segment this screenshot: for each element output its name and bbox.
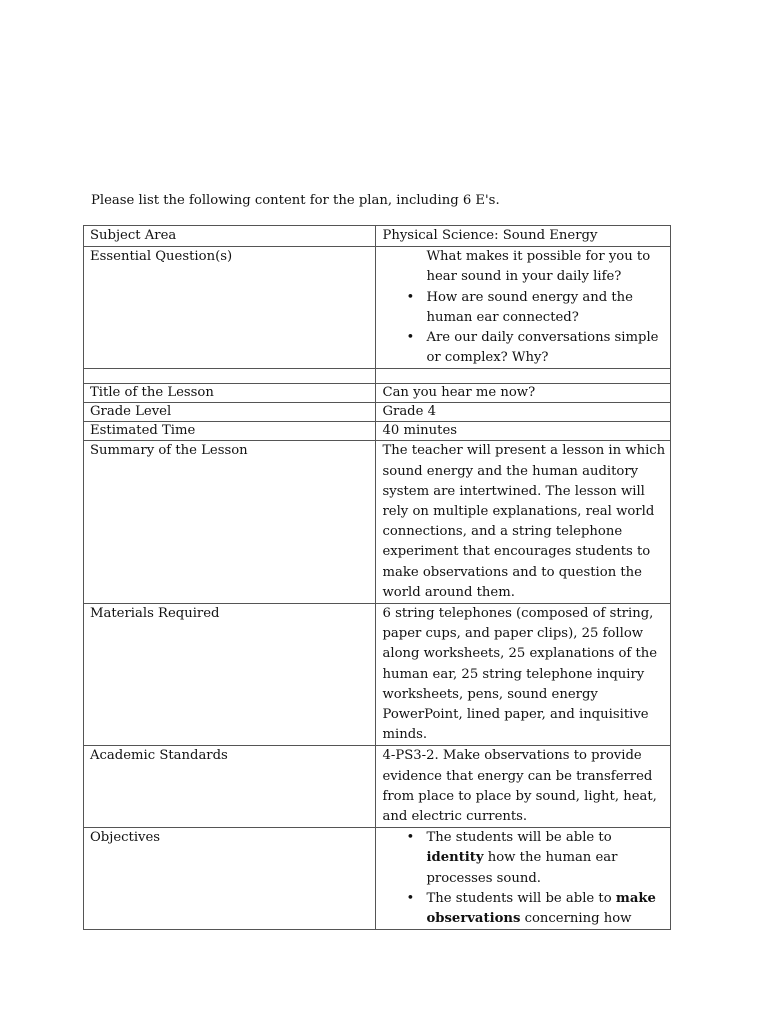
bullet-icon: • (406, 330, 415, 346)
row-value-title: Can you hear me now? (376, 384, 671, 403)
row-value-standards: 4-PS3-2. Make observations to provide evidence that energy can be transferred from place to place by sound, light, heat, and electric currents. (376, 746, 671, 828)
row-label-subject-area: Subject Area (84, 226, 376, 247)
row-value-objectives (376, 828, 671, 930)
table-row (84, 604, 671, 746)
row-label-grade: Grade Level (84, 403, 376, 422)
objectives-list (382, 828, 666, 929)
objective-verb: make observations (426, 890, 656, 927)
row-label-title: Title of the Lesson (84, 384, 376, 403)
objective-post: how the human ear processes sound. (426, 850, 618, 886)
bullet-icon: • (406, 830, 415, 846)
row-value-materials: 6 string telephones (composed of string, paper cups, and paper clips), 25 follow along worksheets, 25 explanations of the human ear, 25 string telephone inquiry worksheets, pens, sound energy PowerPoint, lined paper, and inquisitive minds. (376, 604, 671, 746)
list-item (382, 328, 666, 368)
list-item (382, 828, 666, 889)
row-label-time: Estimated Time (84, 422, 376, 441)
list-item (382, 288, 666, 328)
objective-pre: The students will be able to (426, 890, 616, 906)
question-text: What makes it possible for you to hear sound in your daily life? (426, 249, 651, 285)
question-text: How are sound energy and the human ear connected? (426, 289, 633, 325)
list-item (382, 247, 666, 287)
table-row (84, 828, 671, 930)
table-row (84, 247, 671, 369)
row-label-essential-questions: Essential Question(s) (84, 247, 376, 369)
table-row (84, 226, 671, 247)
question-text: Are our daily conversations simple or complex? Why? (426, 330, 659, 366)
table-row (84, 384, 671, 403)
table-row (84, 403, 671, 422)
row-value-summary: The teacher will present a lesson in which sound energy and the human auditory system are intertwined. The lesson will rely on multiple explanations, real world connections, and a string telephone experiment that encourages students to make observations and to question the world around them. (376, 441, 671, 604)
essential-questions-list (382, 247, 666, 368)
list-item (382, 889, 666, 929)
row-value-essential-questions (376, 247, 671, 369)
row-label-objectives: Objectives (84, 828, 376, 930)
empty-cell (84, 369, 376, 384)
row-value-grade: Grade 4 (376, 403, 671, 422)
table-row (84, 441, 671, 604)
objective-pre: The students will be able to (426, 830, 612, 846)
row-label-materials: Materials Required (84, 604, 376, 746)
empty-cell (376, 369, 671, 384)
objective-verb: identity (426, 850, 484, 866)
bullet-icon: • (406, 890, 415, 906)
row-label-standards: Academic Standards (84, 746, 376, 828)
row-value-subject-area: Physical Science: Sound Energy (376, 226, 671, 247)
table-row (84, 422, 671, 441)
objective-post: concerning how (520, 911, 632, 927)
row-value-time: 40 minutes (376, 422, 671, 441)
intro-text: Please list the following content for the plan, including 6 E's. (91, 193, 500, 208)
row-label-summary: Summary of the Lesson (84, 441, 376, 604)
table-row-empty (84, 369, 671, 384)
lesson-plan-table (83, 225, 671, 930)
bullet-icon: • (406, 289, 415, 305)
table-row (84, 746, 671, 828)
